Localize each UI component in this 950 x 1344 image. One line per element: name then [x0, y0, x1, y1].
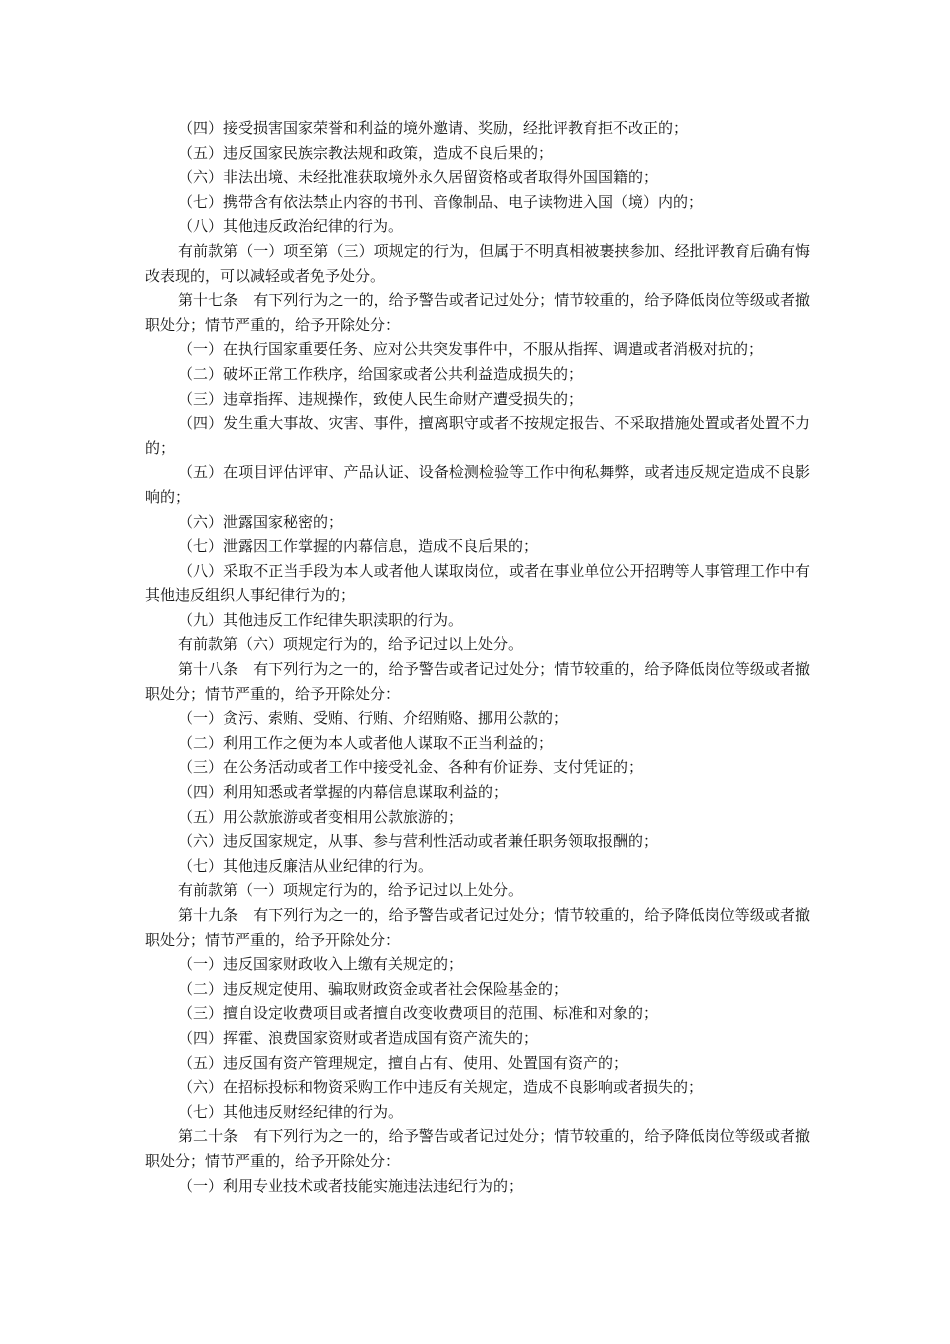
paragraph: （三）在公务活动或者工作中接受礼金、各种有价证券、支付凭证的； [178, 758, 644, 777]
paragraph: （一）利用专业技术或者技能实施违法违纪行为的； [178, 1176, 524, 1195]
paragraph: （二）利用工作之便为本人或者他人谋取不正当利益的； [178, 733, 554, 752]
paragraph: （一）在执行国家重要任务、应对公共突发事件中，不服从指挥、调遣或者消极对抗的； [178, 340, 764, 359]
paragraph: 有前款第（一）项至第（三）项规定的行为，但属于不明真相被裹挟参加、经批评教育后确有悔改表现的，可以减轻或者免予处分。 [145, 241, 810, 285]
paragraph: （四）发生重大事故、灾害、事件，擅离职守或者不按规定报告、不采取措施处置或者处置不力的； [145, 414, 810, 457]
paragraph: （二）破坏正常工作秩序，给国家或者公共利益造成损失的； [178, 364, 584, 383]
paragraph: （一）违反国家财政收入上缴有关规定的； [178, 955, 464, 974]
paragraph: （一）贪污、索贿、受贿、行贿、介绍贿赂、挪用公款的； [178, 709, 569, 728]
paragraph: （六）泄露国家秘密的； [178, 512, 344, 531]
paragraph: （八）其他违反政治纪律的行为。 [178, 217, 404, 236]
paragraph: （五）违反国家民族宗教法规和政策，造成不良后果的； [178, 143, 554, 162]
paragraph: （四）利用知悉或者掌握的内幕信息谋取利益的； [178, 783, 509, 802]
paragraph: （四）挥霍、浪费国家资财或者造成国有资产流失的； [178, 1028, 539, 1047]
paragraph: 有前款第（六）项规定行为的，给予记过以上处分。 [178, 635, 524, 654]
article-heading-paragraph: 第二十条 有下列行为之一的，给予警告或者记过处分；情节较重的，给予降低岗位等级或者撤职处分；情节严重的，给予开除处分： [145, 1127, 810, 1170]
paragraph: （七）其他违反廉洁从业纪律的行为。 [178, 856, 434, 875]
document-body [145, 116, 810, 1198]
paragraph: （五）用公款旅游或者变相用公款旅游的； [178, 807, 464, 826]
article-heading-paragraph: 第十七条 有下列行为之一的，给予警告或者记过处分；情节较重的，给予降低岗位等级或者撤职处分；情节严重的，给予开除处分： [145, 291, 810, 334]
paragraph: （五）在项目评估评审、产品认证、设备检测检验等工作中徇私舞弊，或者违反规定造成不良影响的； [145, 463, 810, 506]
paragraph: （七）其他违反财经纪律的行为。 [178, 1102, 404, 1121]
article-heading-paragraph: 第十八条 有下列行为之一的，给予警告或者记过处分；情节较重的，给予降低岗位等级或者撤职处分；情节严重的，给予开除处分： [145, 660, 810, 703]
paragraph: （三）违章指挥、违规操作，致使人民生命财产遭受损失的； [178, 389, 584, 408]
paragraph: （五）违反国有资产管理规定，擅自占有、使用、处置国有资产的； [178, 1053, 629, 1072]
paragraph: （六）违反国家规定，从事、参与营利性活动或者兼任职务领取报酬的； [178, 832, 659, 851]
paragraph: （二）违反规定使用、骗取财政资金或者社会保险基金的； [178, 979, 569, 998]
paragraph: （四）接受损害国家荣誉和利益的境外邀请、奖励，经批评教育拒不改正的； [178, 119, 689, 137]
paragraph: （七）携带含有依法禁止内容的书刊、音像制品、电子读物进入国（境）内的； [178, 192, 704, 211]
paragraph: （六）非法出境、未经批准获取境外永久居留资格或者取得外国国籍的； [178, 168, 659, 187]
paragraph: 有前款第（一）项规定行为的，给予记过以上处分。 [178, 881, 524, 900]
article-heading-paragraph: 第十九条 有下列行为之一的，给予警告或者记过处分；情节较重的，给予降低岗位等级或者撤职处分；情节严重的，给予开除处分： [145, 906, 810, 949]
paragraph: （三）擅自设定收费项目或者擅自改变收费项目的范围、标准和对象的； [178, 1004, 659, 1023]
paragraph: （七）泄露因工作掌握的内幕信息，造成不良后果的； [178, 537, 539, 556]
paragraph: （九）其他违反工作纪律失职渎职的行为。 [178, 610, 464, 629]
paragraph: （六）在招标投标和物资采购工作中违反有关规定，造成不良影响或者损失的； [178, 1078, 704, 1097]
paragraph: （八）采取不正当手段为本人或者他人谋取岗位，或者在事业单位公开招聘等人事管理工作中有其他违反组织人事纪律行为的； [145, 561, 810, 605]
